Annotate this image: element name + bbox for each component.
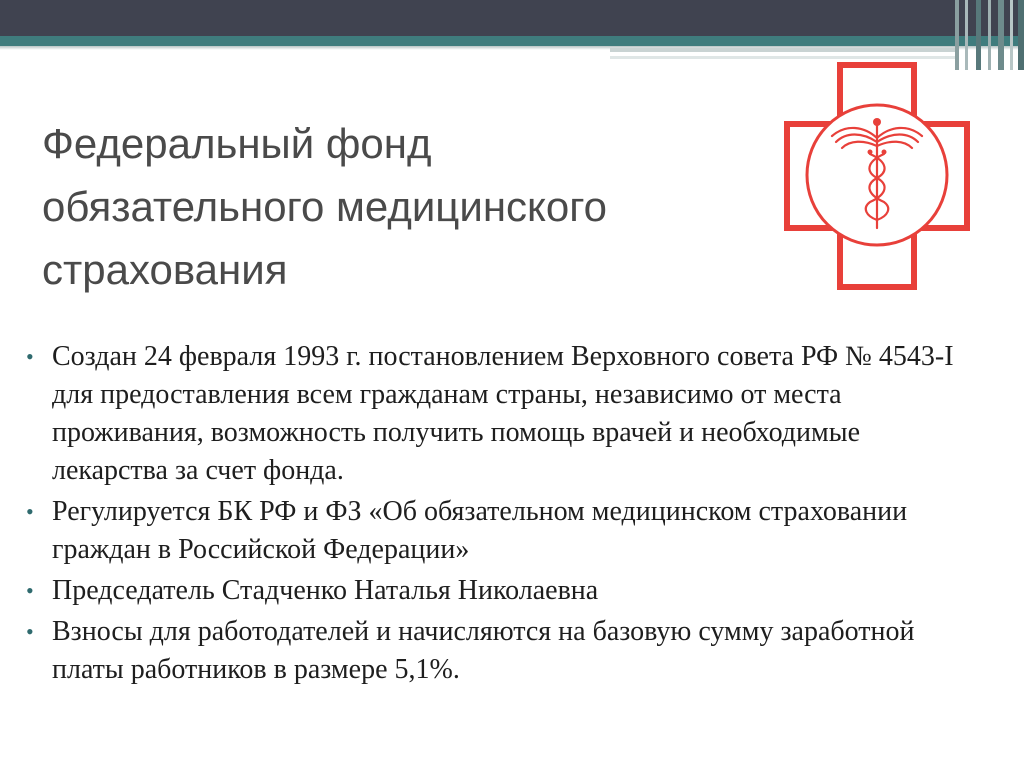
bullet-item [24,613,974,689]
bullet-marker: • [26,619,34,644]
bullet-text: Взносы для работодателей и начисляются на базовую сумму заработной платы работников в размере 5,1%. [52,616,915,685]
bullet-text: Регулируется БК РФ и ФЗ «Об обязательном медицинском страховании граждан в Российской Федерации» [52,496,908,565]
red-cross-caduceus-icon [784,62,970,290]
bullet-text: Председатель Стадченко Наталья Николаевна [52,575,599,606]
title-line-3: страхования [42,246,288,293]
header-stripes [610,0,1024,70]
bullet-marker: • [26,578,34,603]
slide-title [42,112,762,301]
bullet-item [24,572,974,610]
title-line-2: обязательного медицинского [42,183,607,230]
bullet-item [24,338,974,490]
title-line-1: Федеральный фонд [42,120,432,167]
bullet-marker: • [26,499,34,524]
bullet-text: Создан 24 февраля 1993 г. постановлением Верховного совета РФ № 4543-I для предоставления всем гражданам страны, независимо от места проживания, возможность получить помощь врачей и необходимые лекарства за счет фонда. [52,341,954,486]
bullet-item [24,493,974,569]
bullet-list [24,338,974,692]
bullet-marker: • [26,344,34,369]
